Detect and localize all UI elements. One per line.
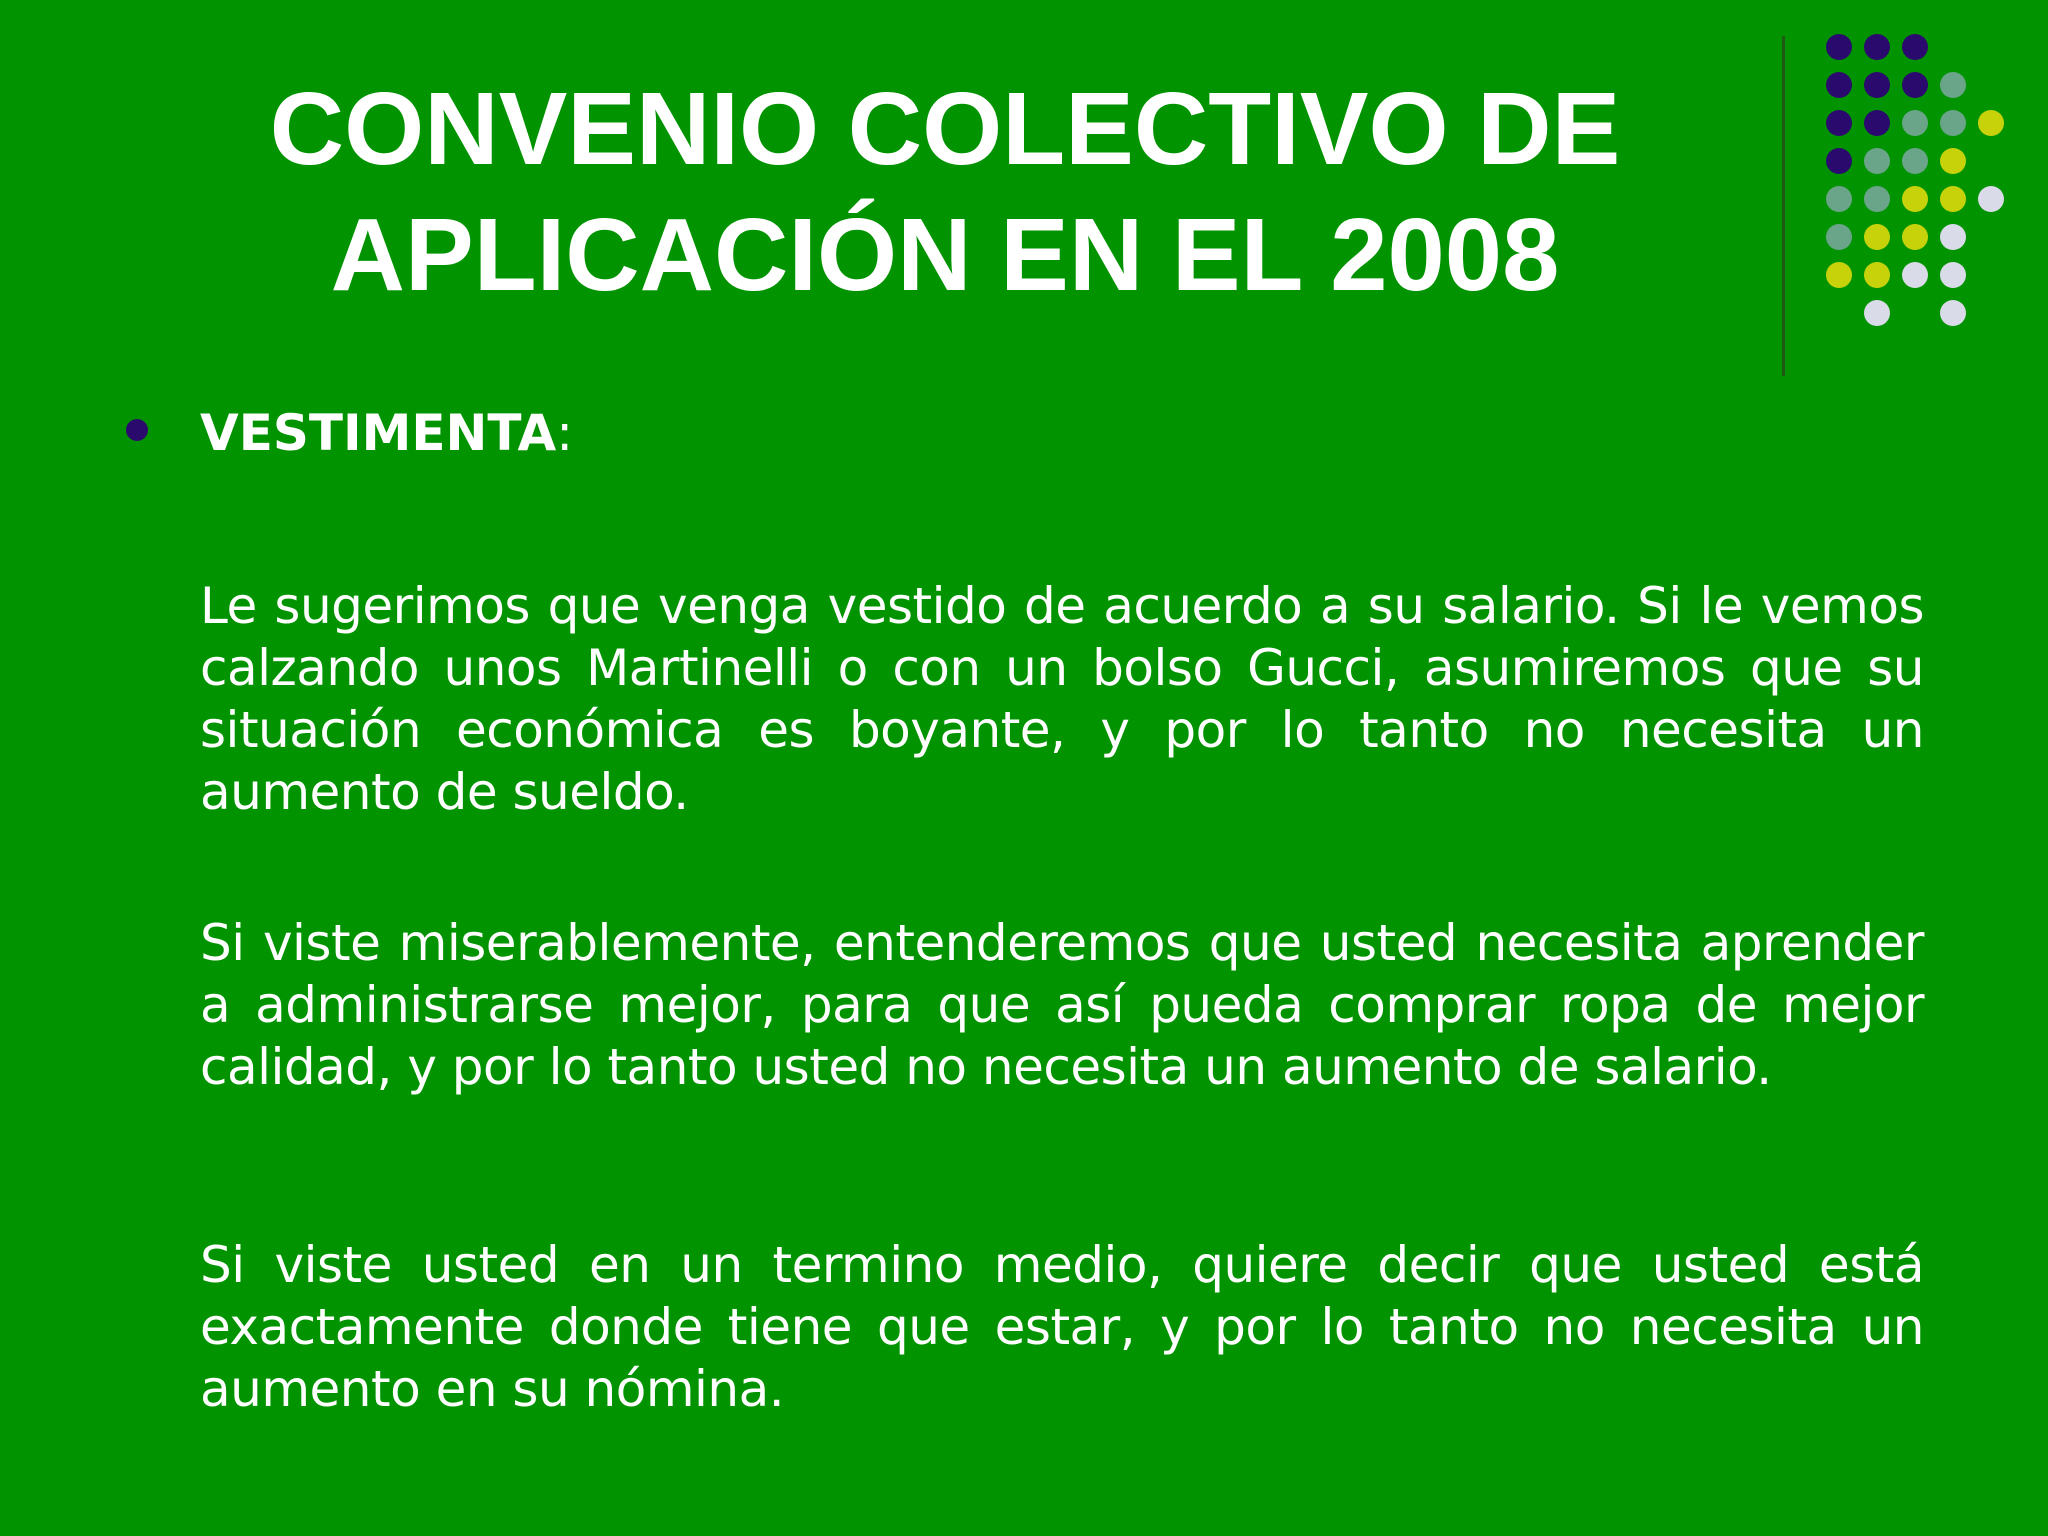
decorative-dot — [1864, 262, 1890, 288]
paragraph-2: Si viste miserablemente, entenderemos que usted necesita aprender a administrarse mejor, para que así pueda comprar ropa de mejor calidad, y por lo tanto usted no necesita un aumento de salario. — [200, 914, 1924, 1096]
decorative-dot — [1902, 224, 1928, 250]
decorative-dot — [1940, 262, 1966, 288]
slide-title-line-1: CONVENIO COLECTIVO DE — [269, 71, 1621, 186]
decorative-dot — [1864, 300, 1890, 326]
decorative-dot — [1902, 72, 1928, 98]
paragraph-1: Le sugerimos que venga vestido de acuerdo a su salario. Si le vemos calzando unos Martinelli o con un bolso Gucci, asumiremos que su situación económica es boyante, y por lo tanto no necesita un aumento de sueldo. — [200, 577, 1924, 821]
paragraph-3: Si viste usted en un termino medio, quiere decir que usted está exactamente donde tiene que estar, y por lo tanto no necesita un aumento en su nómina. — [200, 1236, 1924, 1418]
decorative-dot — [1826, 148, 1852, 174]
decorative-dot — [1864, 148, 1890, 174]
bullet-dot-icon — [126, 419, 148, 441]
decorative-dot — [1940, 72, 1966, 98]
decorative-dot — [1902, 34, 1928, 60]
decorative-dot — [1826, 262, 1852, 288]
decorative-dot — [1902, 262, 1928, 288]
decorative-dot — [1826, 224, 1852, 250]
decorative-dot — [1978, 186, 2004, 212]
decorative-dot — [1826, 110, 1852, 136]
decorative-dot — [1940, 148, 1966, 174]
decorative-dot — [1940, 186, 1966, 212]
title-divider — [1782, 36, 1785, 376]
decorative-dot — [1940, 110, 1966, 136]
bullet-heading — [200, 398, 573, 468]
decorative-dot — [1864, 72, 1890, 98]
bullet-heading-label: VESTIMENTA — [200, 404, 557, 462]
slide-title-line-2: APLICACIÓN EN EL 2008 — [330, 197, 1560, 312]
decorative-dot — [1864, 186, 1890, 212]
decorative-dot — [1826, 186, 1852, 212]
decorative-dot — [1864, 34, 1890, 60]
decorative-dot — [1902, 110, 1928, 136]
decorative-dot — [1902, 186, 1928, 212]
decorative-dot — [1864, 110, 1890, 136]
decorative-dot — [1940, 224, 1966, 250]
decorative-dot — [1978, 110, 2004, 136]
bullet-heading-colon: : — [556, 404, 574, 462]
slide-title — [150, 66, 1740, 318]
decorative-dot — [1826, 72, 1852, 98]
decorative-dot — [1864, 224, 1890, 250]
decorative-dot — [1940, 300, 1966, 326]
decorative-dot — [1826, 34, 1852, 60]
decorative-dot — [1902, 148, 1928, 174]
